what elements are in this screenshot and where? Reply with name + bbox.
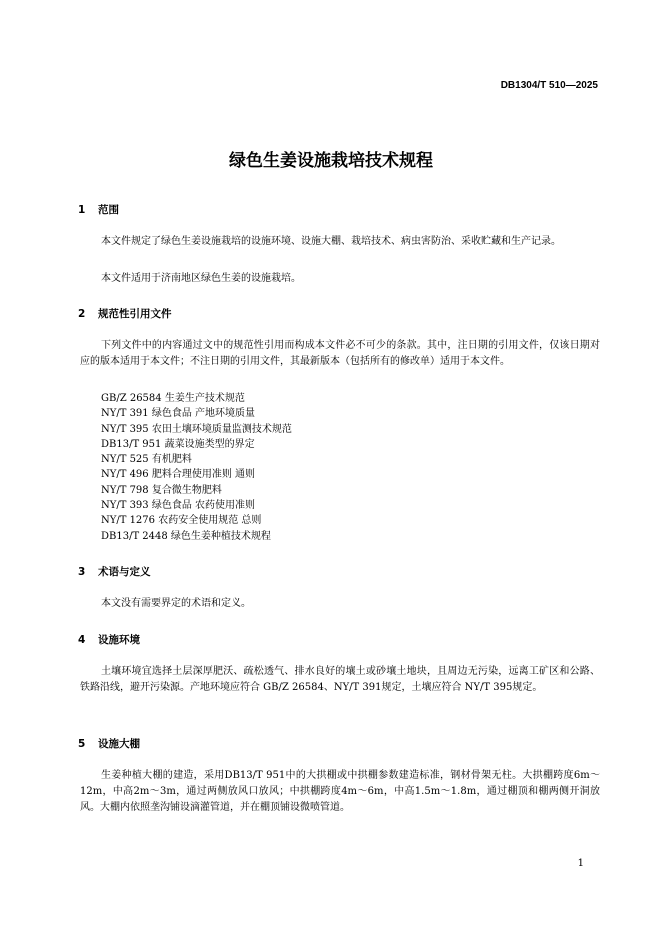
section-heading-greenhouse	[78, 736, 140, 751]
document-title: 绿色生姜设施栽培技术规程	[229, 151, 433, 171]
section-number: 4	[78, 634, 86, 646]
section-number: 3	[78, 566, 86, 578]
reference-item: NY/T 393 绿色食品 农药使用准则	[101, 500, 256, 512]
section-number: 1	[78, 204, 86, 216]
paragraph: 下列文件中的内容通过文中的规范性引用而构成本文件必不可少的条款。其中，注日期的引用文件，仅该日期对应的版本适用于本文件；不注日期的引用文件，其最新版本（包括所有的修改单）适用于本文件。	[80, 340, 600, 367]
paragraph: 本文件适用于济南地区绿色生姜的设施栽培。	[101, 273, 301, 284]
paragraph: 本文件规定了绿色生姜设施栽培的设施环境、设施大棚、栽培技术、病虫害防治、采收贮藏和生产记录。	[101, 236, 561, 247]
reference-item: DB13/T 2448 绿色生姜种植技术规程	[101, 530, 271, 542]
section-heading-terms	[78, 564, 151, 579]
reference-item: NY/T 391 绿色食品 产地环境质量	[101, 408, 256, 420]
section-heading-normative-references	[78, 306, 172, 321]
paragraph: 土壤环境宜选择土层深厚肥沃、疏松透气、排水良好的壤土或砂壤土地块，且周边无污染，远离工矿区和公路、铁路沿线，避开污染源。产地环境应符合 GB/Z 26584、NY/T 391规定，土壤应符合 NY/T 395规定。	[80, 666, 600, 693]
section-heading-facility-environment	[78, 632, 140, 647]
section-title: 规范性引用文件	[98, 308, 172, 320]
section-title: 术语与定义	[98, 566, 151, 578]
section-number: 5	[78, 738, 86, 750]
section-title: 设施环境	[98, 634, 140, 646]
section-heading-scope	[78, 202, 119, 217]
section-title: 设施大棚	[98, 738, 140, 750]
reference-item: NY/T 395 农田土壤环境质量监测技术规范	[101, 423, 292, 435]
reference-item: DB13/T 951 蔬菜设施类型的界定	[101, 438, 255, 450]
page-number: 1	[577, 858, 584, 869]
paragraph: 本文没有需要界定的术语和定义。	[101, 598, 251, 609]
reference-item: NY/T 525 有机肥料	[101, 454, 192, 466]
reference-list	[101, 391, 292, 544]
document-code: DB1304/T 510—2025	[500, 80, 598, 91]
reference-item: NY/T 1276 农药安全使用规范 总则	[101, 515, 262, 527]
reference-item: NY/T 798 复合微生物肥料	[101, 484, 222, 496]
section-title: 范围	[98, 204, 119, 216]
paragraph: 生姜种植大棚的建造，采用DB13/T 951中的大拱棚或中拱棚参数建造标准，钢材骨架无柱。大拱棚跨度6m～12m，中高2m～3m，通过两侧放风口放风；中拱棚跨度4m～6m，中高1.5m～1.8m，通过棚顶和棚两侧开洞放风。大棚内依照垄沟铺设滴灌管道，并在棚顶铺设微喷管道。	[80, 770, 600, 813]
reference-item: NY/T 496 肥料合理使用准则 通则	[101, 469, 256, 481]
section-number: 2	[78, 308, 86, 320]
reference-item: GB/Z 26584 生姜生产技术规范	[101, 393, 245, 404]
